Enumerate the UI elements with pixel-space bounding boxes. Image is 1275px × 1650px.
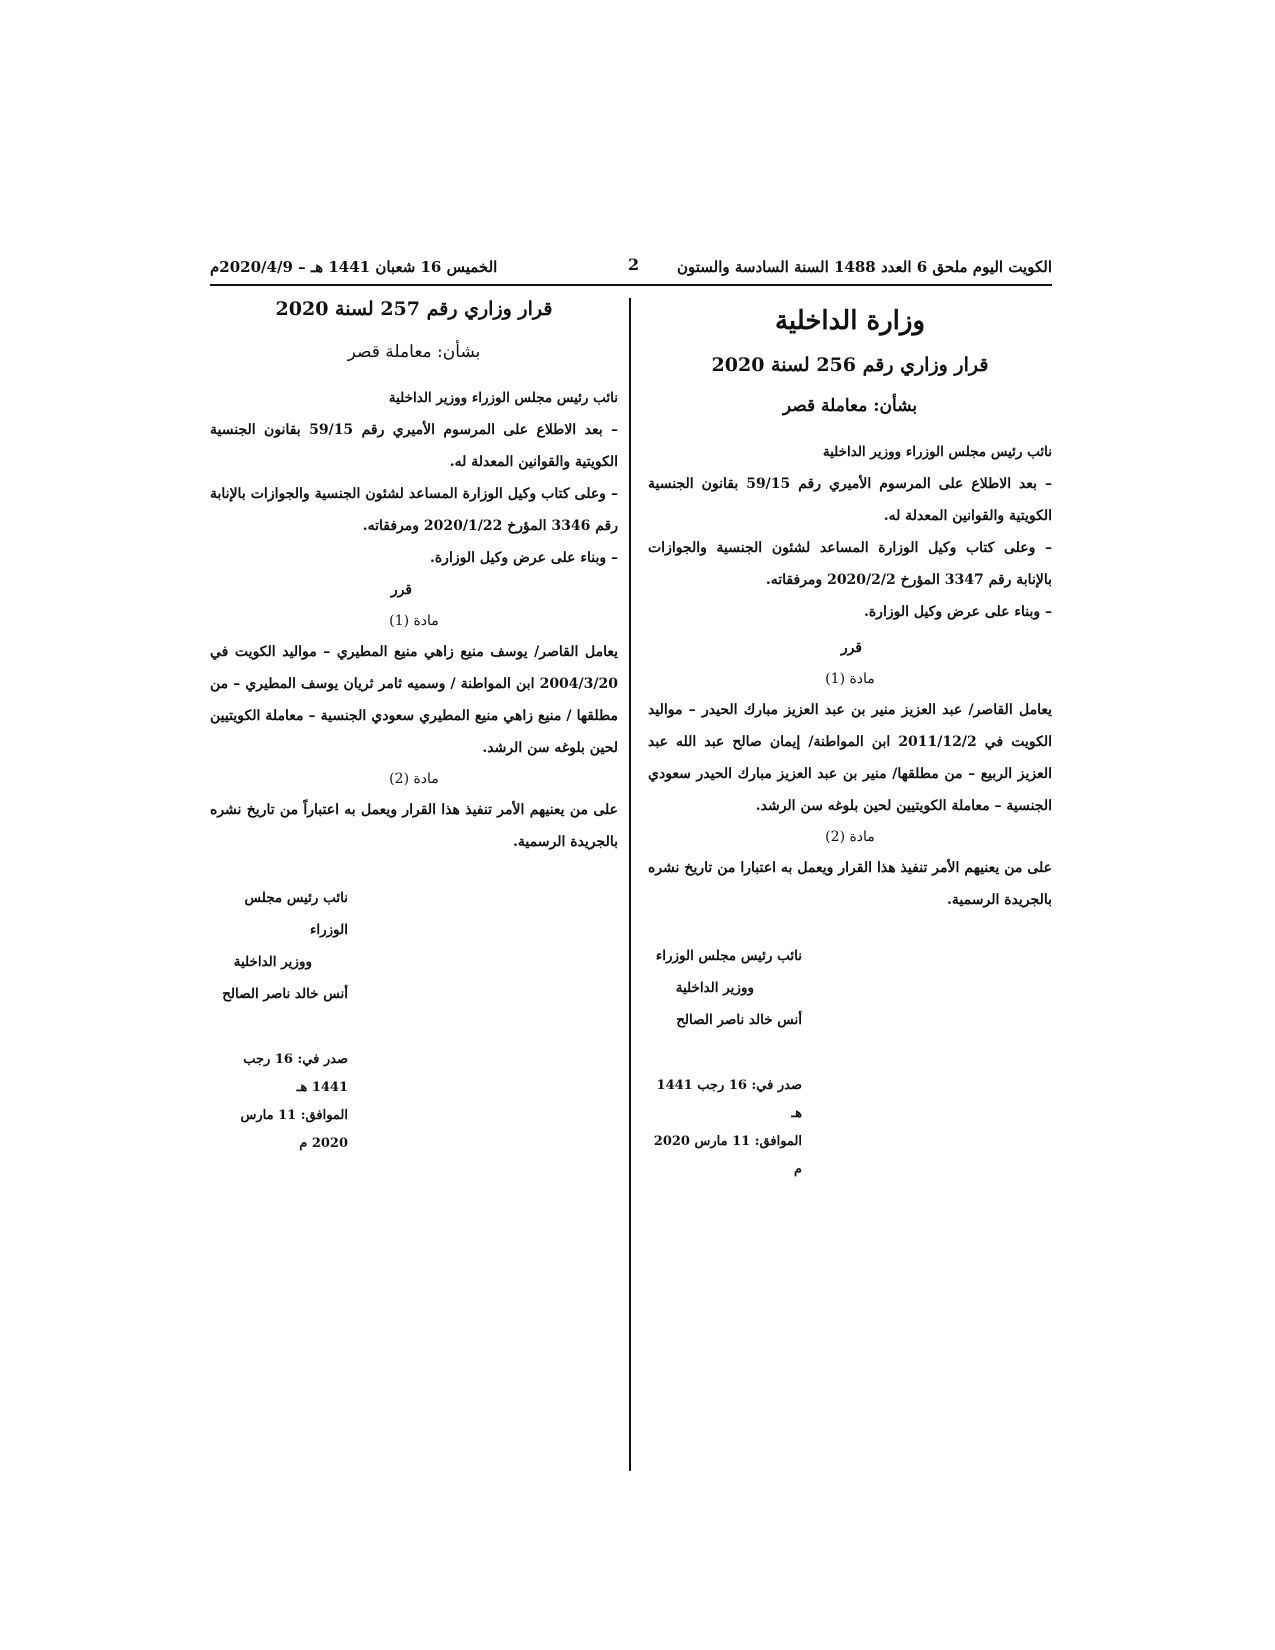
corresponding-date: الموافق: 11 مارس 2020 م — [240, 1108, 348, 1151]
article-2-text: على من يعنيهم الأمر تنفيذ هذا القرار ويعمل به اعتبارا من تاريخ نشره بالجريدة الرسمية. — [648, 860, 1052, 908]
page-header — [210, 252, 1052, 280]
signatory-name: أنس خالد ناصر الصالح — [676, 1012, 802, 1028]
article-1-title: مادة (1) — [389, 613, 439, 629]
article-1-text: يعامل القاصر/ يوسف منيع زاهي منيع المطيري – مواليد الكويت في 2004/3/20 ابن المواطنة / وسميه ثامر ثريان يوسف المطيري – من مطلقها / منيع زاهي منيع المطيري سعودي الجنسية – معاملة الكويتيين لحين بلوغه سن الرشد. — [210, 644, 618, 756]
decided-label: قرر — [840, 640, 862, 656]
decree-title: قرار وزاري رقم 256 لسنة 2020 — [711, 354, 989, 376]
article-2-title: مادة (2) — [389, 771, 439, 787]
article-1-title: مادة (1) — [825, 671, 875, 687]
decree-256-column — [648, 300, 1052, 1184]
decided-label: قرر — [390, 582, 412, 598]
article-2-title: مادة (2) — [825, 829, 875, 845]
page-number: 2 — [628, 255, 640, 274]
signature-title: نائب رئيس مجلس الوزراء — [655, 948, 802, 964]
recital-2: – وعلى كتاب وكيل الوزارة المساعد لشئون الجنسية والجوازات بالإنابة رقم 3347 المؤرخ 2020/2/2 ومرفقاته. — [648, 540, 1052, 588]
issued-date: صدر في: 16 رجب 1441 هـ — [243, 1052, 348, 1095]
issuer-line: نائب رئيس مجلس الوزراء ووزير الداخلية — [388, 390, 618, 406]
signature-block — [648, 940, 1052, 1036]
decree-title: قرار وزاري رقم 257 لسنة 2020 — [275, 298, 553, 320]
recital-2: – وعلى كتاب وكيل الوزارة المساعد لشئون الجنسية والجوازات بالإنابة رقم 3346 المؤرخ 2020/1/22 ومرفقاته. — [210, 486, 618, 534]
signature-title: نائب رئيس مجلس الوزراء — [244, 890, 348, 938]
recital-3: – وبناء على عرض وكيل الوزارة. — [863, 604, 1052, 620]
issue-dates — [210, 1046, 618, 1158]
issuer-line: نائب رئيس مجلس الوزراء ووزير الداخلية — [822, 444, 1052, 460]
decree-257-column — [210, 298, 618, 1158]
recital-1: – بعد الاطلاع على المرسوم الأميري رقم 59/15 بقانون الجنسية الكويتية والقوانين المعدلة له. — [648, 476, 1052, 524]
article-2-text: على من يعنيهم الأمر تنفيذ هذا القرار ويعمل به اعتباراً من تاريخ نشره بالجريدة الرسمية. — [210, 802, 618, 850]
signature-ministry: ووزير الداخلية — [675, 980, 754, 996]
header-rule — [210, 284, 1052, 286]
recital-1: – بعد الاطلاع على المرسوم الأميري رقم 59/15 بقانون الجنسية الكويتية والقوانين المعدلة له. — [210, 422, 618, 470]
signature-ministry: ووزير الداخلية — [233, 954, 312, 970]
issue-date: الخميس 16 شعبان 1441 هـ – 2020/4/9م — [210, 258, 498, 276]
signatory-name: أنس خالد ناصر الصالح — [222, 986, 348, 1002]
corresponding-date: الموافق: 11 مارس 2020 م — [653, 1134, 802, 1177]
column-divider — [629, 298, 631, 1471]
article-1-text: يعامل القاصر/ عبد العزيز منير بن عبد العزيز مبارك الحيدر – مواليد الكويت في 2011/12/2 ابن المواطنة/ إيمان صالح عبد الله عبد العزيز الربيع – من مطلقها/ منير بن عبد العزيز مبارك الحيدر سعودي الجنسية – معاملة الكويتيين لحين بلوغه سن الرشد. — [648, 702, 1052, 814]
recital-3: – وبناء على عرض وكيل الوزارة. — [429, 550, 618, 566]
issue-dates — [648, 1072, 1052, 1184]
decree-subject: بشأن: معاملة قصر — [782, 396, 918, 416]
signature-block — [210, 882, 618, 1010]
issued-date: صدر في: 16 رجب 1441 هـ — [656, 1078, 802, 1121]
decree-subject: بشأن: معاملة قصر — [347, 342, 481, 362]
ministry-title: وزارة الداخلية — [774, 306, 926, 336]
publication-info: الكويت اليوم ملحق 6 العدد 1488 السنة السادسة والستون — [676, 258, 1052, 276]
